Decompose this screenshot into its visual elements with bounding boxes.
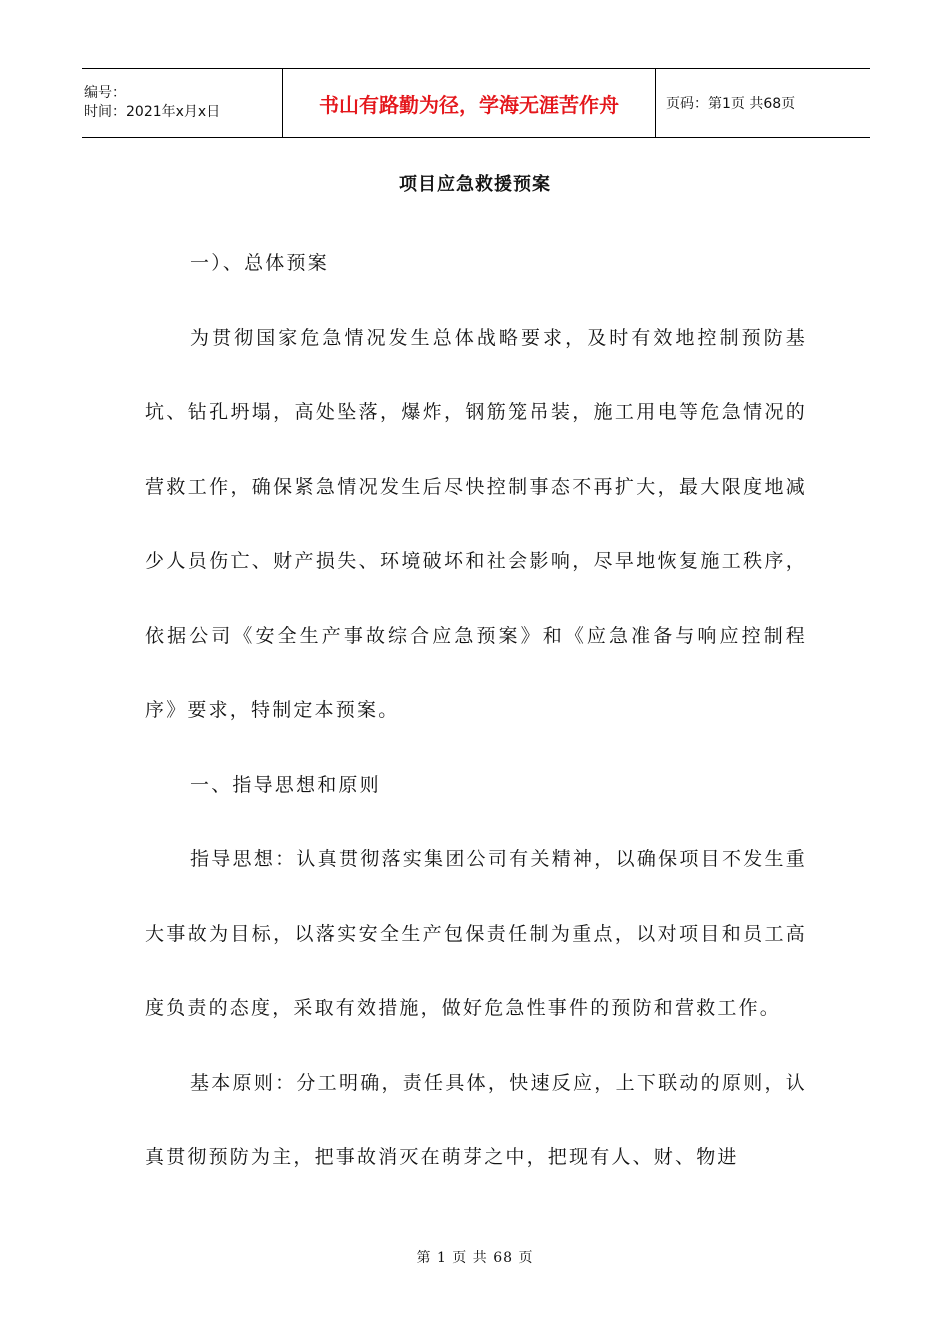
number-label: 编号： [84,85,126,101]
document-header [82,68,870,138]
document-body [145,226,807,1195]
header-meta [82,69,283,137]
header-motto: 书山有路勤为径，学海无涯苦作舟 [283,69,656,137]
paragraph: 一、指导思想和原则 [190,773,381,796]
page-footer: 第 1 页 共 68 页 [416,1250,534,1266]
paragraph: 为贯彻国家危急情况发生总体战略要求，及时有效地控制预防基坑、钻孔坍塌，高处坠落，爆炸，钢筋笼吊装，施工用电等危急情况的营救工作，确保紧急情况发生后尽快控制事态不再扩大，最大限度地减少人员伤亡、财产损失、环境破坏和社会影响，尽早地恢复施工秩序，依据公司《安全生产事故综合应急预案》和《应急准备与响应控制程序》要求，特制定本预案。 [145,326,807,721]
header-page-info: 页码：第1页 共68页 [666,96,796,112]
date-label: 时间：2021年x月x日 [84,104,221,120]
document-title: 项目应急救援预案 [399,174,551,195]
paragraph: 指导思想：认真贯彻落实集团公司有关精神，以确保项目不发生重大事故为目标，以落实安全生产包保责任制为重点，以对项目和员工高度负责的态度，采取有效措施，做好危急性事件的预防和营救工作。 [145,848,807,1019]
paragraph: 一）、总体预案 [190,252,329,274]
paragraph: 基本原则：分工明确，责任具体，快速反应，上下联动的原则，认真贯彻预防为主，把事故消灭在萌芽之中，把现有人、财、物进 [145,1071,807,1168]
